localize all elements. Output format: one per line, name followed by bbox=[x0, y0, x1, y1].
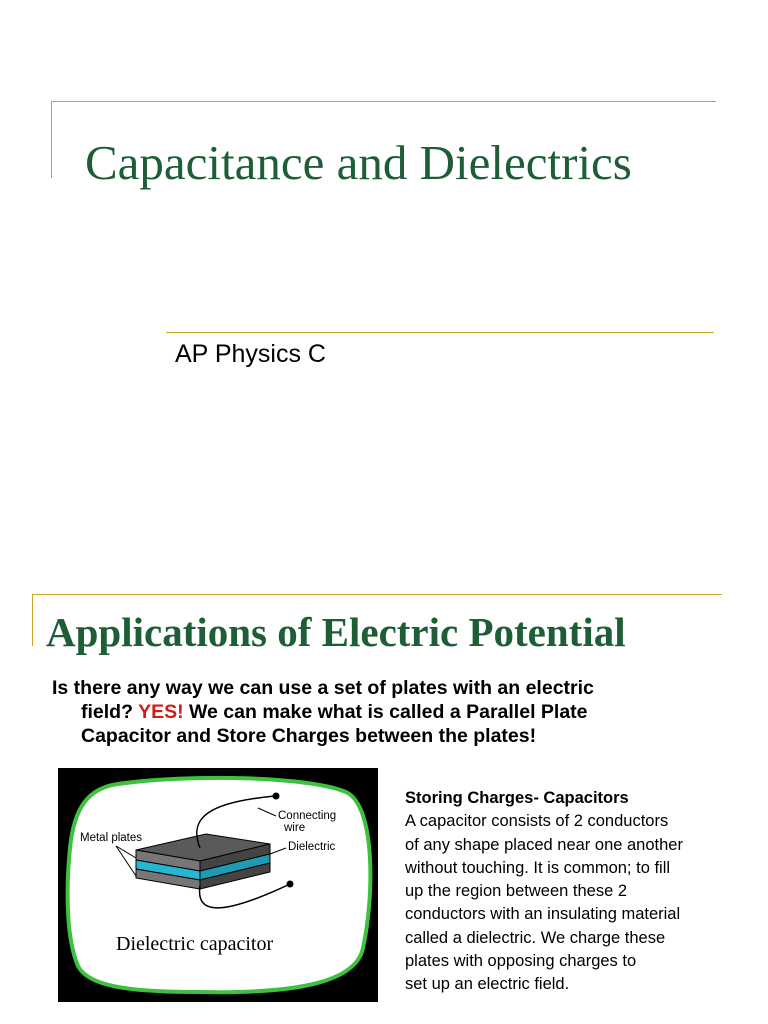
wire-label: wire bbox=[284, 822, 306, 834]
connecting-label: Connecting bbox=[278, 810, 337, 822]
slide-applications bbox=[0, 570, 768, 1024]
intro-line-3: Capacitor and Store Charges between the plates! bbox=[81, 725, 537, 747]
figure-caption: Dielectric capacitor bbox=[116, 933, 274, 955]
sidebar-line: without touching. It is common; to fill bbox=[405, 858, 671, 877]
intro-paragraph bbox=[52, 676, 712, 748]
sidebar-line: A capacitor consists of 2 conductors bbox=[405, 812, 669, 831]
sidebar-line: up the region between these 2 bbox=[405, 882, 628, 901]
bottom-terminal bbox=[287, 881, 294, 888]
sidebar-line: called a dielectric. We charge these bbox=[405, 928, 666, 947]
left-rule bbox=[32, 594, 33, 646]
top-rule bbox=[32, 594, 722, 595]
sidebar-line: conductors with an insulating material bbox=[405, 905, 681, 924]
dielectric-label: Dielectric bbox=[288, 841, 336, 853]
capacitor-description bbox=[405, 787, 745, 997]
left-rule bbox=[51, 101, 52, 178]
top-terminal bbox=[273, 793, 280, 800]
intro-line-1: Is there any way we can use a set of plates with an electric bbox=[52, 677, 594, 699]
top-rule bbox=[51, 101, 716, 102]
sidebar-heading: Storing Charges- Capacitors bbox=[405, 789, 629, 807]
sidebar-line: of any shape placed near one another bbox=[405, 835, 683, 854]
dielectric-capacitor-figure bbox=[58, 768, 378, 1002]
intro-line-2 bbox=[52, 700, 712, 724]
yes-highlight: YES! bbox=[138, 701, 184, 723]
sidebar-line: plates with opposing charges to bbox=[405, 952, 637, 971]
slide-title-heading: Capacitance and Dielectrics bbox=[85, 135, 632, 190]
slide-heading: Applications of Electric Potential bbox=[46, 609, 626, 655]
sidebar-line: set up an electric field. bbox=[405, 975, 570, 994]
intro-line-2-start: field? bbox=[81, 701, 139, 723]
metal-plates-label: Metal plates bbox=[80, 832, 143, 844]
intro-line-2-end: We can make what is called a Parallel Plate bbox=[183, 701, 588, 723]
capacitor-illustration bbox=[58, 768, 378, 1002]
subtitle-rule bbox=[166, 332, 714, 333]
slide-subtitle: AP Physics C bbox=[175, 340, 326, 368]
